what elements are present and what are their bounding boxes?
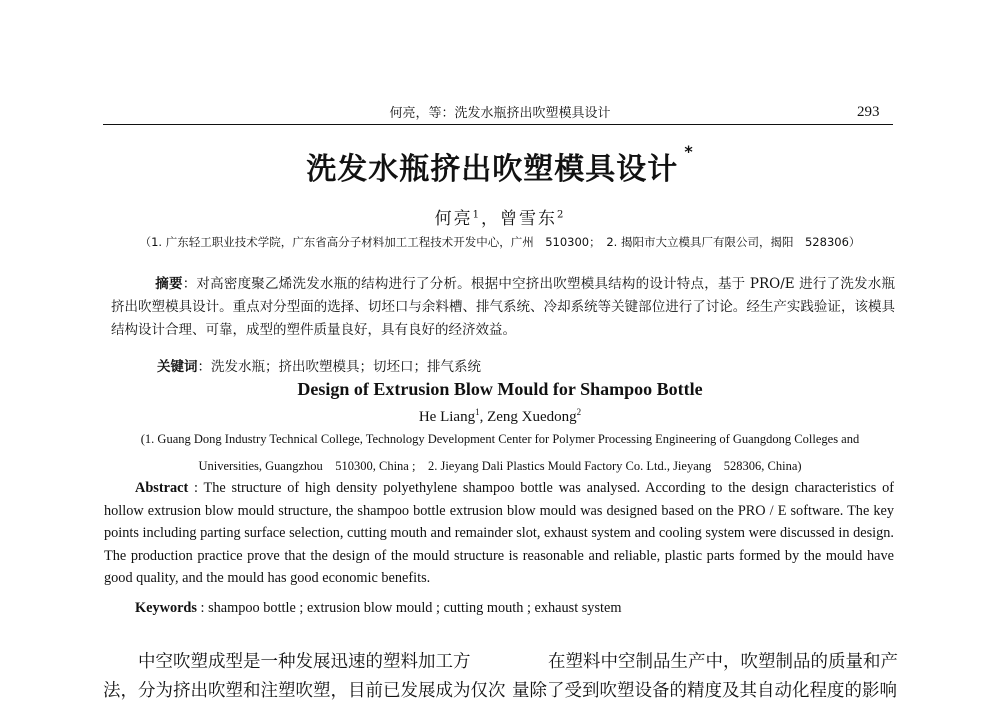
title-footnote-mark: * — [684, 142, 694, 161]
body-left-line2: 法，分为挤出吹塑和注塑吹塑，目前已发展成为仅次 — [103, 681, 506, 701]
keywords-en-text: : shampoo bottle ; extrusion blow mould ; cutting mouth ; exhaust system — [196, 600, 622, 616]
body-right-line1: 在塑料中空制品生产中，吹塑制品的质量和产 — [548, 652, 898, 672]
author-en-1-affil: 1 — [475, 407, 480, 417]
author-cn-2-affil: 2 — [557, 209, 566, 221]
running-header-title: 何亮，等：洗发水瓶挤出吹塑模具设计 — [389, 106, 611, 121]
abstract-cn-label: 摘要 — [155, 276, 183, 292]
body-right-line2: 量除了受到吹塑设备的精度及其自动化程度的影响 — [512, 681, 897, 701]
abstract-en-label: Abstract — [135, 480, 189, 496]
abstract-cn — [111, 273, 895, 342]
abstract-en-text: : The structure of high density polyethylene shampoo bottle was analysed. According to the design characteristics of hollow extrusion blow mould structure, the shampoo bottle extrusion blow mould was designed based on the PRO / E software. The key points including parting surface selection, cutting mouth and remainder slot, exhaust system and cooling system were discussed in design. The production practice prove that the design of the mould structure is reasonable and reliable, plastic parts formed by the mould have good quality, and the mould has good economic benefits. — [104, 480, 894, 586]
abstract-cn-text: ：对高密度聚乙烯洗发水瓶的结构进行了分析。根据中空挤出吹塑模具结构的设计特点，基于 PRO/E 进行了洗发水瓶挤出吹塑模具设计。重点对分型面的选择、切坯口与余料槽、排气系统、冷却系统等关键部位进行了讨论。经生产实践验证，该模具结构设计合理、可靠，成型的塑件质量良好，具有良好的经济效益。 — [111, 276, 896, 338]
author-en-separator: , — [479, 409, 488, 425]
abstract-en — [104, 477, 894, 590]
authors-cn — [0, 204, 1000, 229]
header-rule — [103, 124, 893, 125]
affiliation-en-line2: Universities, Guangzhou 510300, China ; 2. Jieyang Dali Plastics Mould Factory Co. Ltd., Jieyang 528306, China) — [198, 459, 802, 473]
page-number: 293 — [857, 104, 880, 120]
title-cn-text: 洗发水瓶挤出吹塑模具设计 — [306, 152, 679, 187]
author-en-2-affil: 2 — [576, 407, 582, 417]
keywords-cn — [157, 355, 481, 375]
keywords-cn-label: 关键词 — [157, 359, 198, 375]
author-cn-2: 曾雪东 — [500, 209, 557, 229]
keywords-en — [135, 600, 621, 617]
title-en: Design of Extrusion Blow Mould for Shampoo Bottle — [297, 379, 703, 399]
body-left-line1: 中空吹塑成型是一种发展迅速的塑料加工方 — [138, 652, 471, 672]
author-cn-1-affil: 1 — [472, 209, 481, 221]
affiliation-en-line1: (1. Guang Dong Industry Technical College, Technology Development Center for Polymer Processing Engineering of Guangdong Colleges and — [140, 432, 860, 446]
author-cn-separator: ， — [481, 209, 500, 229]
author-cn-1: 何亮 — [434, 209, 473, 229]
keywords-en-label: Keywords — [135, 600, 197, 616]
author-en-2: Zeng Xuedong — [487, 409, 577, 425]
authors-en — [0, 407, 1000, 426]
affiliation-cn: （1. 广东轻工职业技术学院，广东省高分子材料加工工程技术开发中心，广州 510300； 2. 揭阳市大立模具厂有限公司，揭阳 528306） — [139, 235, 861, 249]
author-en-1: He Liang — [418, 409, 476, 425]
title-cn — [0, 144, 1000, 188]
keywords-cn-text: ：洗发水瓶；挤出吹塑模具；切坯口；排气系统 — [197, 359, 481, 375]
